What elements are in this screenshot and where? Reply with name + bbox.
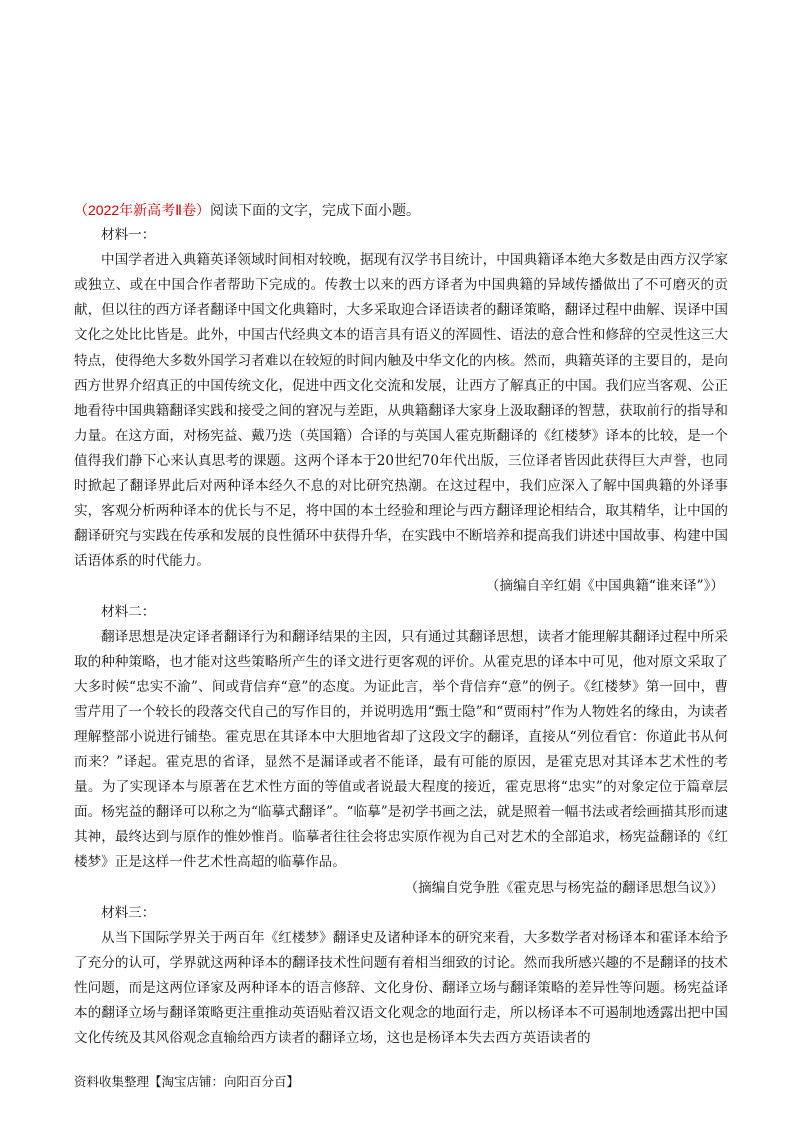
material-1-heading: 材料一： <box>101 227 156 244</box>
exam-source-label: （2022年新高考Ⅱ卷） <box>74 202 211 218</box>
instruction-text: 阅读下面的文字，完成下面小题。 <box>210 202 421 218</box>
material-2-citation: （摘编自党争胜《霍克思与杨宪益的翻译思想刍议》） <box>404 879 724 896</box>
document-page <box>74 198 728 1051</box>
material-1-body: 中国学者进入典籍英译领域时间相对较晚，据现有汉学书目统计，中国典籍译本绝大多数是由西方汉学家或独立、或在中国合作者帮助下完成的。传教士以来的西方译者为中国典籍的异域传播做出了不可磨灭的贡献，但以往的西方译者翻译中国文化典籍时，大多采取迎合译语读者的翻译策略，翻译过程中曲解、误译中国文化之处比比皆是。此外，中国古代经典文本的语言具有语义的浑圆性、语法的意合性和修辞的空灵性这三大特点，使得绝大多数外国学习者难以在较短的时间内触及中华文化的内核。然而，典籍英译的主要目的，是向西方世界介绍真正的中国传统文化，促进中西文化交流和发展，让西方了解真正的中国。我们应当客观、公正地看待中国典籍翻译实践和接受之间的窘况与差距，从典籍翻译大家身上汲取翻译的智慧，获取前行的指导和力量。在这方面，对杨宪益、戴乃迭（英国籍）合译的与英国人霍克斯翻译的《红楼梦》译本的比较，是一个值得我们静下心来认真思考的课题。这两个译本于20世纪70年代出版，三位译者皆因此获得巨大声誉，也同时掀起了翻译界此后对两种译本经久不息的对比研究热潮。在这过程中，我们应深入了解中国典籍的外译事实，客观分析两种译本的优长与不足，将中国的本土经验和理论与西方翻译理论相结合，取其精华，让中国的翻译研究与实践在传承和发展的良性循环中获得升华，在实践中不断培养和提高我们讲述中国故事、构建中国话语体系的时代能力。 <box>74 252 728 570</box>
material-3-heading: 材料三： <box>101 904 156 921</box>
material-2-heading: 材料二： <box>101 603 156 620</box>
material-2-body: 翻译思想是决定译者翻译行为和翻译结果的主因，只有通过其翻译思想，读者才能理解其翻译过程中所采取的种种策略，也才能对这些策略所产生的译文进行更客观的评价。从霍克思的译本中可见，他对原文采取了大多时候“忠实不渝”、间或背信弃“意”的态度。为证此言，举个背信弃“意”的例子。《红楼梦》第一回中，曹雪芹用了一个较长的段落交代自己的写作目的，并说明选用“甄士隐”和“贾雨村”作为人物姓名的缘由，为读者理解整部小说进行铺垫。霍克思在其译本中大胆地省却了这段文字的翻译，直接从“列位看官：你道此书从何而来？”译起。霍克思的省译，显然不是漏译或者不能译，最有可能的原因，是霍克思对其译本艺术性的考量。为了实现译本与原著在艺术性方面的等值或者说最大程度的接近，霍克思将“忠实”的对象定位于篇章层面。杨宪益的翻译可以称之为“临摹式翻译”。“临摹”是初学书画之法，就是照着一幅书法或者绘画描其形而逮其神，最终达到与原作的惟妙惟肖。临摹者往往会将忠实原作视为自己对艺术的全部追求，杨宪益翻译的《红楼梦》正是这样一件艺术性高超的临摹作品。 <box>74 628 728 871</box>
material-3-body: 从当下国际学界关于两百年《红楼梦》翻译史及诸种译本的研究来看，大多数学者对杨译本和霍译本给予了充分的认可，学界就这两种译本的翻译技术性问题有着相当细致的讨论。然而我所感兴趣的不是翻译的技术性问题，而是这两位译家及两种译本的语言修辞、文化身份、翻译立场与翻译策略的差异性等问题。杨宪益译本的翻译立场与翻译策略更注重推动英语贴着汉语文化观念的地面行走，所以杨译本不可遏制地透露出把中国文化传统及其风俗观念直输给西方读者的翻译立场，这也是杨译本失去西方英语读者的 <box>74 929 728 1047</box>
page-footer: 资料收集整理【淘宝店铺：向阳百分百】 <box>74 1075 300 1089</box>
material-1-citation: （摘编自辛红娟《中国典籍“谁来译”》） <box>485 578 724 595</box>
question-intro <box>74 198 728 223</box>
